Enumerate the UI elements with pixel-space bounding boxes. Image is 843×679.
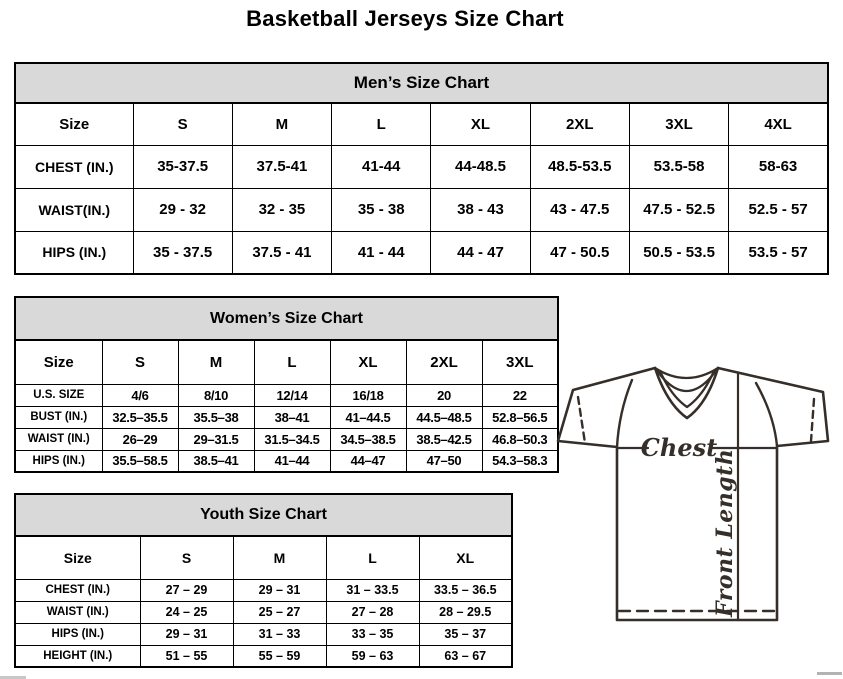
column-header-xl: XL [431,103,530,145]
size-value-cell: 41–44 [254,450,330,472]
size-value-cell: 29 – 31 [233,579,326,601]
page-title: Basketball Jerseys Size Chart [246,6,564,31]
size-value-cell: 50.5 - 53.5 [629,231,728,274]
size-value-cell: 35 – 37 [419,623,512,645]
size-value-cell: 37.5-41 [232,145,331,188]
column-header-m: M [178,340,254,384]
row-label: HIPS (IN.) [15,231,133,274]
size-value-cell: 38.5–42.5 [406,428,482,450]
row-label: CHEST (IN.) [15,145,133,188]
size-value-cell: 47 - 50.5 [530,231,629,274]
size-value-cell: 38–41 [254,406,330,428]
size-value-cell: 20 [406,384,482,406]
row-label: HIPS (IN.) [15,623,140,645]
size-value-cell: 16/18 [330,384,406,406]
size-value-cell: 27 – 29 [140,579,233,601]
mens-table-header-row [15,103,828,145]
column-header-2xl: 2XL [530,103,629,145]
mens-table-row [15,231,828,274]
size-value-cell: 35 - 38 [332,188,431,231]
size-value-cell: 24 – 25 [140,601,233,623]
womens-table-row [15,406,558,428]
youth-table-row [15,579,512,601]
left-cuff-dashed-line [578,397,585,443]
size-value-cell: 26–29 [102,428,178,450]
youth-table-title: Youth Size Chart [15,494,512,536]
size-value-cell: 47–50 [406,450,482,472]
column-header-2xl: 2XL [406,340,482,384]
size-value-cell: 52.5 - 57 [729,188,828,231]
youth-table-title-row [15,494,512,536]
column-header-xl: XL [419,536,512,579]
left-armhole-seam [617,380,632,447]
row-label: HEIGHT (IN.) [15,645,140,667]
mens-table-row [15,188,828,231]
size-value-cell: 41-44 [332,145,431,188]
size-value-cell: 8/10 [178,384,254,406]
size-value-cell: 35.5–58.5 [102,450,178,472]
size-value-cell: 33.5 – 36.5 [419,579,512,601]
size-value-cell: 41 - 44 [332,231,431,274]
mens-size-table [14,62,829,275]
size-value-cell: 31 – 33 [233,623,326,645]
row-label: WAIST (IN.) [15,601,140,623]
size-value-cell: 25 – 27 [233,601,326,623]
right-cuff-dashed-line [811,399,814,441]
size-value-cell: 55 – 59 [233,645,326,667]
womens-table-row [15,450,558,472]
size-value-cell: 51 – 55 [140,645,233,667]
size-value-cell: 27 – 28 [326,601,419,623]
womens-table-row [15,384,558,406]
youth-table-row [15,623,512,645]
size-value-cell: 63 – 67 [419,645,512,667]
column-header-l: L [326,536,419,579]
size-value-cell: 4/6 [102,384,178,406]
column-header-size: Size [15,340,102,384]
mens-table-row [15,145,828,188]
size-value-cell: 32.5–35.5 [102,406,178,428]
size-value-cell: 28 – 29.5 [419,601,512,623]
column-header-size: Size [15,103,133,145]
column-header-s: S [133,103,232,145]
column-header-s: S [140,536,233,579]
size-value-cell: 29–31.5 [178,428,254,450]
column-header-4xl: 4XL [729,103,828,145]
mens-table-title: Men’s Size Chart [15,63,828,103]
size-value-cell: 44-48.5 [431,145,530,188]
size-value-cell: 31 – 33.5 [326,579,419,601]
womens-table-row [15,428,558,450]
front-length-label: Front Length [712,448,738,617]
womens-size-table [14,296,559,473]
right-armhole-seam [756,383,777,446]
collar-outer-v [655,368,718,418]
size-value-cell: 34.5–38.5 [330,428,406,450]
column-header-l: L [332,103,431,145]
column-header-s: S [102,340,178,384]
youth-table-row [15,601,512,623]
collar-inner-v [660,371,714,407]
size-value-cell: 35 - 37.5 [133,231,232,274]
size-value-cell: 31.5–34.5 [254,428,330,450]
size-value-cell: 29 - 32 [133,188,232,231]
column-header-size: Size [15,536,140,579]
size-value-cell: 59 – 63 [326,645,419,667]
size-value-cell: 58-63 [729,145,828,188]
column-header-m: M [233,536,326,579]
size-value-cell: 32 - 35 [232,188,331,231]
size-value-cell: 12/14 [254,384,330,406]
womens-table-header-row [15,340,558,384]
size-value-cell: 46.8–50.3 [482,428,558,450]
size-value-cell: 37.5 - 41 [232,231,331,274]
row-label: BUST (IN.) [15,406,102,428]
size-value-cell: 38 - 43 [431,188,530,231]
size-value-cell: 54.3–58.3 [482,450,558,472]
column-header-l: L [254,340,330,384]
size-value-cell: 33 – 35 [326,623,419,645]
youth-table-header-row [15,536,512,579]
row-label: HIPS (IN.) [15,450,102,472]
womens-table-title-row [15,297,558,340]
row-label: WAIST(IN.) [15,188,133,231]
youth-size-table [14,493,513,668]
size-value-cell: 47.5 - 52.5 [629,188,728,231]
size-value-cell: 43 - 47.5 [530,188,629,231]
size-value-cell: 41–44.5 [330,406,406,428]
size-value-cell: 53.5 - 57 [729,231,828,274]
column-header-m: M [232,103,331,145]
page-edge-artifact-right [817,672,842,675]
size-value-cell: 52.8–56.5 [482,406,558,428]
size-value-cell: 44–47 [330,450,406,472]
row-label: U.S. SIZE [15,384,102,406]
jersey-measurement-diagram [555,360,840,632]
size-value-cell: 48.5-53.5 [530,145,629,188]
size-value-cell: 35.5–38 [178,406,254,428]
jersey-outline [558,368,828,620]
column-header-xl: XL [330,340,406,384]
youth-table-row [15,645,512,667]
womens-table-title: Women’s Size Chart [15,297,558,340]
size-value-cell: 22 [482,384,558,406]
size-value-cell: 35-37.5 [133,145,232,188]
collar-back-arc-1 [655,368,718,378]
column-header-3xl: 3XL [482,340,558,384]
column-header-3xl: 3XL [629,103,728,145]
row-label: CHEST (IN.) [15,579,140,601]
size-value-cell: 29 – 31 [140,623,233,645]
size-value-cell: 44 - 47 [431,231,530,274]
size-value-cell: 38.5–41 [178,450,254,472]
mens-table-title-row [15,63,828,103]
chest-label: Chest [640,433,718,462]
size-value-cell: 44.5–48.5 [406,406,482,428]
size-value-cell: 53.5-58 [629,145,728,188]
row-label: WAIST (IN.) [15,428,102,450]
